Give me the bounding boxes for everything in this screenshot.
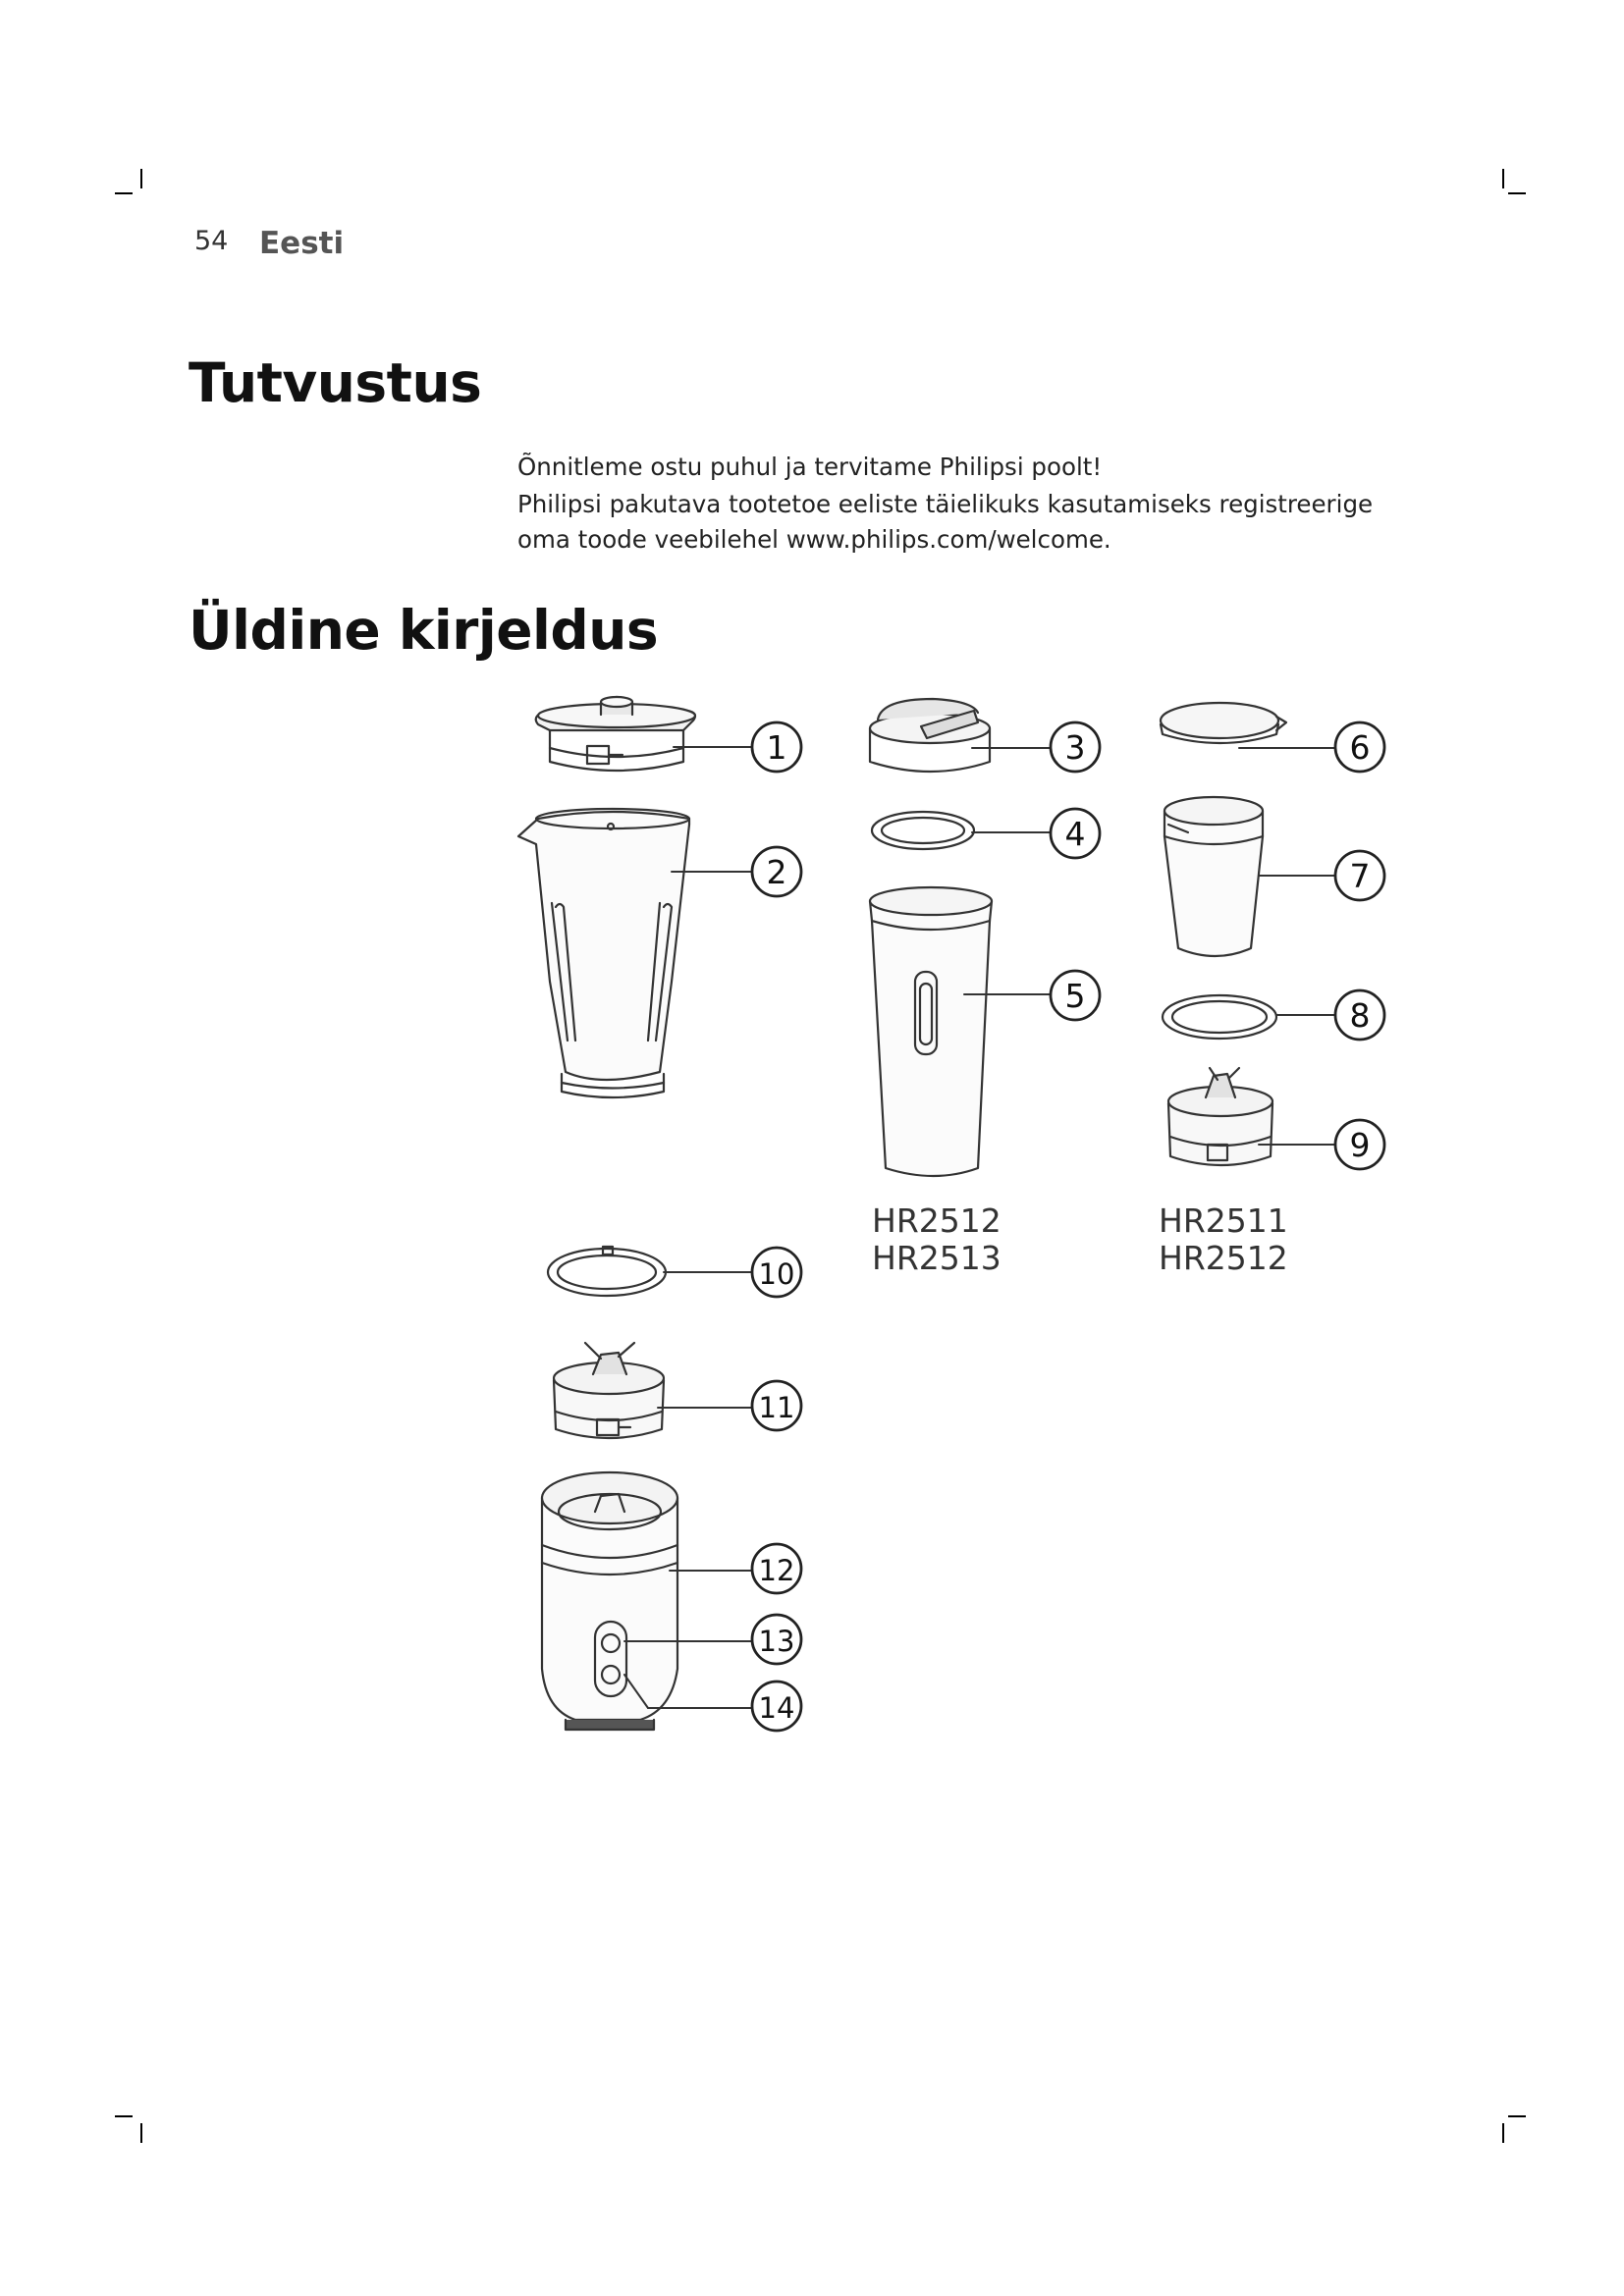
- motor-base-part: [542, 1472, 677, 1730]
- seal-ring-part: [1163, 995, 1276, 1039]
- callout-number: 6: [1349, 728, 1371, 767]
- callout-number: 9: [1349, 1126, 1371, 1164]
- page-number: 54: [194, 226, 229, 256]
- callout-number: 13: [758, 1625, 795, 1658]
- callout-number: 11: [758, 1391, 795, 1424]
- jar-lid-part: [536, 697, 695, 771]
- callout-number: 7: [1349, 857, 1371, 895]
- callout-number: 14: [758, 1691, 795, 1725]
- blade-unit-part: [554, 1343, 664, 1438]
- callout-number: 8: [1349, 996, 1371, 1035]
- cup-part: [1164, 797, 1263, 956]
- callout-number: 1: [766, 728, 787, 767]
- callout-number: 4: [1064, 815, 1086, 853]
- overview-heading: Üldine kirjeldus: [189, 599, 659, 662]
- callout-number: 2: [766, 853, 787, 891]
- model-label: HR2512: [1159, 1239, 1288, 1277]
- seal-ring-part: [548, 1247, 666, 1296]
- callout-number: 12: [758, 1554, 795, 1587]
- model-label: HR2513: [872, 1239, 1001, 1277]
- seal-ring-part: [872, 812, 974, 849]
- callout-number: 10: [758, 1257, 795, 1291]
- model-label: HR2512: [872, 1201, 1001, 1240]
- intro-line: Philipsi pakutava tootetoe eeliste täielikuks kasutamiseks registreerige oma toode veebilehel www.philips.com/welcome.: [517, 490, 1374, 554]
- intro-heading: Tutvustus: [189, 351, 482, 414]
- bottle-part: [870, 887, 992, 1176]
- callout-circles: [752, 722, 1384, 1731]
- model-label: HR2511: [1159, 1201, 1288, 1240]
- cup-lid-part: [1161, 703, 1286, 743]
- language-label: Eesti: [259, 226, 345, 261]
- callout-numbers: [759, 728, 1371, 1725]
- blade-unit-part: [1168, 1068, 1272, 1165]
- jar-part: [518, 809, 689, 1097]
- flip-lid-part: [870, 699, 990, 772]
- callout-number: 3: [1064, 728, 1086, 767]
- intro-line: Õnnitleme ostu puhul ja tervitame Philipsi poolt!: [517, 453, 1103, 481]
- callout-number: 5: [1064, 977, 1086, 1015]
